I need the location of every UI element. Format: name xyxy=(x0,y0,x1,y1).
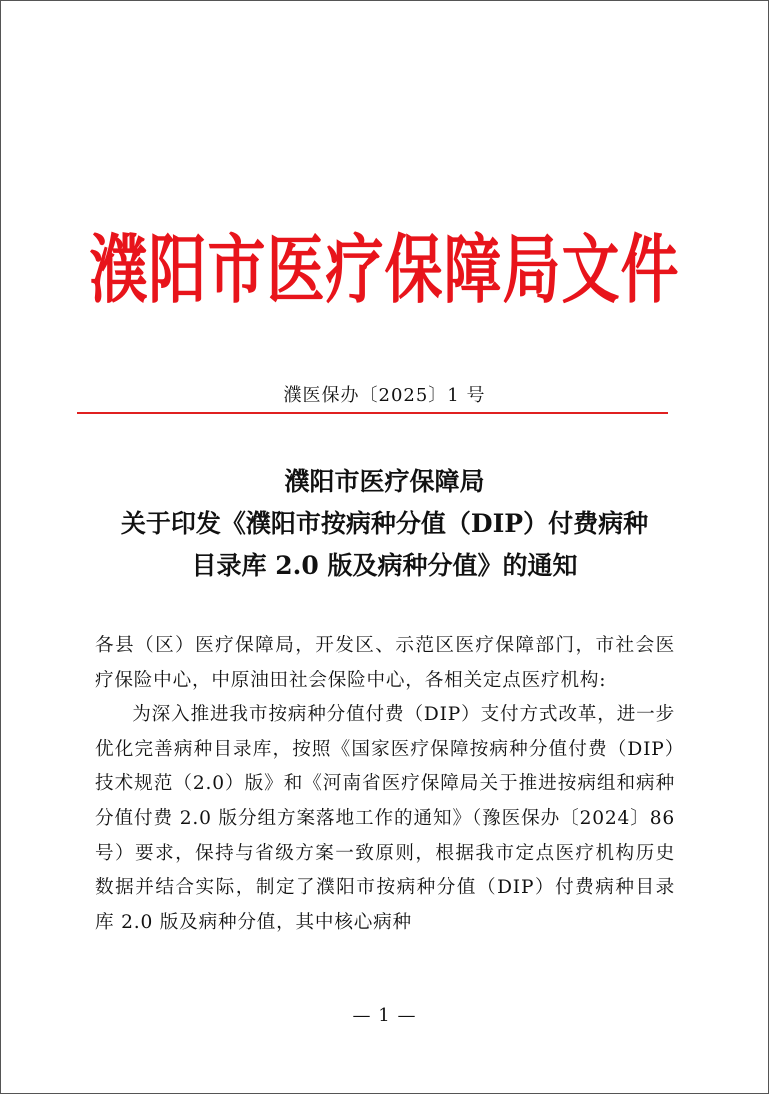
salutation-paragraph: 各县（区）医疗保障局，开发区、示范区医疗保障部门，市社会医疗保险中心，中原油田社会保险中心，各相关定点医疗机构: xyxy=(95,635,675,691)
body-paragraph: 为深入推进我市按病种分值付费（DIP）支付方式改革，进一步优化完善病种目录库，按照《国家医疗保障按病种分值付费（DIP）技术规范（2.0）版》和《河南省医疗保障局关于推进按病组和病种分值付费 2.0 版分组方案落地工作的通知》（豫医保办〔2024〕86 号）要求，保持与省级方案一致原则，根据我市定点医疗机构历史数据并结合实际，制定了濮阳市按病种分值（DIP）付费病种目录库 2.0 版及病种分值，其中核心病种 xyxy=(95,704,675,933)
title-line-3: 目录库 2.0 版及病种分值》的通知 xyxy=(191,551,578,580)
red-divider-line xyxy=(77,412,668,414)
title-line-1: 濮阳市医疗保障局 xyxy=(284,467,485,496)
document-body xyxy=(95,629,675,940)
document-masthead: 濮阳市医疗保障局文件 xyxy=(89,226,680,314)
page-number: — 1 — xyxy=(352,1005,417,1026)
document-number: 濮医保办〔2025〕1 号 xyxy=(283,385,486,406)
title-line-2: 关于印发《濮阳市按病种分值（DIP）付费病种 xyxy=(120,509,649,538)
